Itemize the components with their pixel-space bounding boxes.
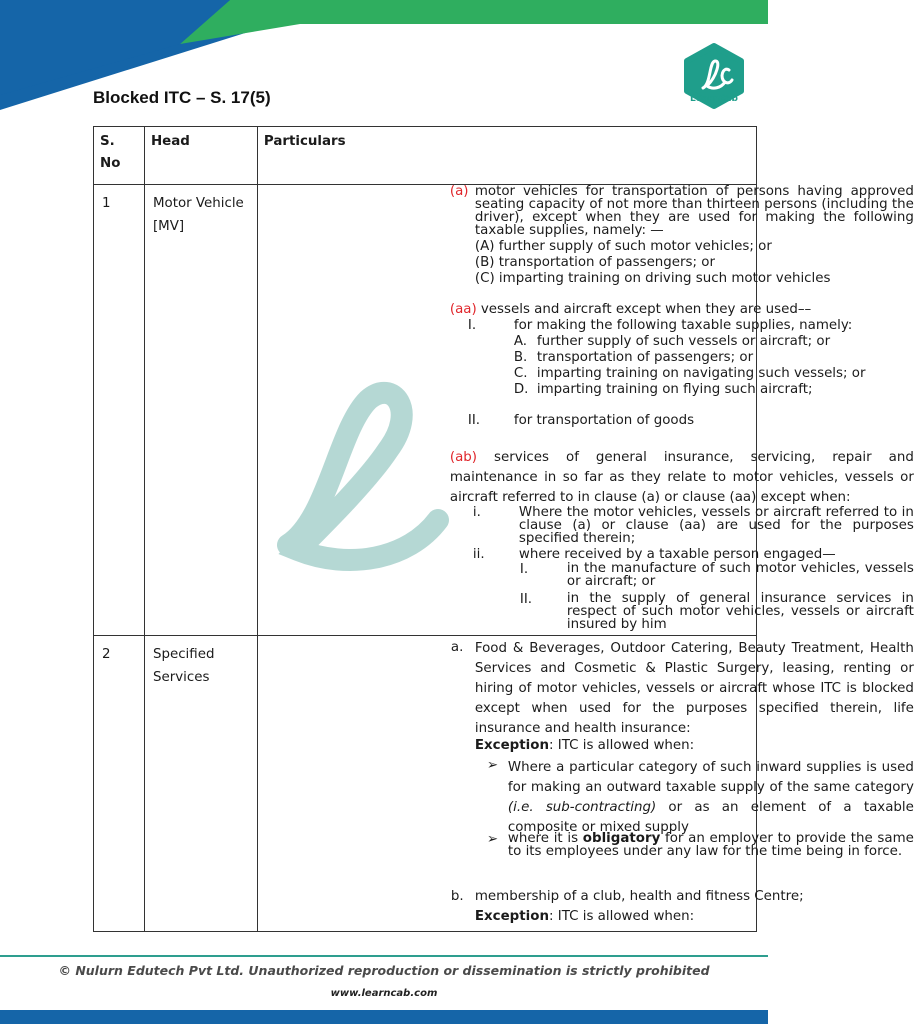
item-a-exception xyxy=(475,738,694,753)
clause-ab-ii-text: where received by a taxable person engaged— xyxy=(518,547,836,562)
row-particulars xyxy=(257,184,914,636)
bullet-1-text: Where a particular category of such inward supplies is used for making an outward taxable supply of the same category xyxy=(507,760,914,795)
clause-aa-C-num: C. xyxy=(513,366,528,381)
item-b-num: b. xyxy=(450,889,464,904)
logo-name: LearnCab xyxy=(690,94,738,104)
clause-a-label: (a) xyxy=(449,184,469,199)
clause-ab-ii-I-num: I. xyxy=(519,562,529,577)
clause-ab-ii-II-num: II. xyxy=(519,592,533,607)
exception-text: : ITC is allowed when: xyxy=(549,738,695,753)
clause-aa-label: (aa) xyxy=(449,302,477,317)
exception-text: : ITC is allowed when: xyxy=(549,909,695,924)
header-sno-line2: No xyxy=(100,156,121,171)
clause-ab-ii-II-text: in the supply of general insurance services in respect of such motor vehicles, vessels or aircraft insured by him xyxy=(566,591,914,632)
clause-aa-D-num: D. xyxy=(513,382,529,397)
table-header-row xyxy=(94,127,757,185)
clause-aa-A-text: further supply of such vessels or aircraft; or xyxy=(536,334,831,349)
header-head: Head xyxy=(144,127,257,185)
bullet-arrow-icon: ➢ xyxy=(486,758,499,773)
clause-aa-B-num: B. xyxy=(513,350,528,365)
clause-aa-I-text: for making the following taxable supplies, namely: xyxy=(513,318,853,333)
clause-aa-text: vessels and aircraft except when they are used–– xyxy=(480,302,812,317)
clause-a-text: motor vehicles for transportation of persons having approved seating capacity of not more than thirteen persons (including the driver), except when they are used for making the following taxable supplies, namely: — xyxy=(474,184,914,238)
bullet-2-bold: obligatory xyxy=(582,831,661,846)
clause-ab-i-num: i. xyxy=(472,505,481,520)
clause-aa-II-text: for transportation of goods xyxy=(513,413,695,428)
clause-a-item-A: (A) further supply of such motor vehicles; or xyxy=(474,239,772,254)
row-sno: 2 xyxy=(94,636,145,932)
clause-aa-II-num: II. xyxy=(467,413,481,428)
clause-a-item-B: (B) transportation of passengers; or xyxy=(474,255,715,270)
row-head: Motor Vehicle [MV] xyxy=(144,185,257,636)
table-row xyxy=(94,636,757,932)
clause-aa-A-num: A. xyxy=(513,334,528,349)
footer-bar xyxy=(0,1010,768,1024)
item-b-text: membership of a club, health and fitness Centre; xyxy=(474,889,804,904)
clause-ab-label: (ab) xyxy=(449,450,478,465)
exception-label: Exception xyxy=(474,738,549,753)
header-particulars: Particulars xyxy=(257,127,756,185)
clause-aa-B-text: transportation of passengers; or xyxy=(536,350,754,365)
bullet-2-text: where it is xyxy=(507,831,583,846)
clause-ab-i-text: Where the motor vehicles, vessels or aircraft referred to in clause (a) or clause (aa) are used for the purposes specified therein; xyxy=(518,505,914,546)
copyright-notice: © Nulurn Edutech Pvt Ltd. Unauthorized reproduction or dissemination is strictly prohibited xyxy=(58,963,710,978)
item-a-num: a. xyxy=(450,640,464,655)
website-link[interactable]: www.learncab.com xyxy=(330,988,438,999)
row-sno: 1 xyxy=(94,185,145,636)
footer-divider xyxy=(0,955,768,957)
clause-ab-text: services of general insurance, servicing, repair and maintenance in so far as they relate to motor vehicles, vessels or aircraft referred to in clause (a) or clause (aa) except when: xyxy=(449,450,914,505)
clause-aa-D-text: imparting training on flying such aircraft; xyxy=(536,382,813,397)
clause-ab xyxy=(450,448,914,508)
item-a-text: Food & Beverages, Outdoor Catering, Beauty Treatment, Health Services and Cosmetic & Plastic Surgery, leasing, renting or hiring of motor vehicles, vessels or aircraft whose ITC is blocked except when used for the purposes specified therein, life insurance and health insurance: xyxy=(474,641,914,736)
clause-aa-C-text: imparting training on navigating such vessels; or xyxy=(536,366,866,381)
exception-bullet-2 xyxy=(508,832,914,858)
clause-a-item-C: (C) imparting training on driving such motor vehicles xyxy=(474,271,831,286)
exception-label: Exception xyxy=(474,909,549,924)
row-head: Specified Services xyxy=(144,636,257,932)
exception-bullet-1 xyxy=(508,758,914,838)
header-sno xyxy=(94,127,145,185)
bullet-1-text-end: or as an element of a taxable composite or mixed supply xyxy=(507,800,914,835)
row-particulars xyxy=(257,636,914,932)
header-sno-line1: S. xyxy=(100,134,115,149)
table-row xyxy=(94,185,757,636)
blocked-itc-table xyxy=(93,126,914,932)
clause-ab-ii-I-text: in the manufacture of such motor vehicles, vessels or aircraft; or xyxy=(566,561,914,589)
clause-aa-I-num: I. xyxy=(467,318,477,333)
bullet-arrow-icon: ➢ xyxy=(486,832,499,847)
bullet-2-text-end: for an employer to provide the same to its employees under any law for the time being in force. xyxy=(507,831,914,859)
item-b-exception xyxy=(475,909,694,924)
bullet-1-italic: (i.e. sub-contracting) xyxy=(507,800,657,815)
page-title: Blocked ITC – S. 17(5) xyxy=(93,88,271,107)
clause-ab-ii-num: ii. xyxy=(472,547,485,562)
